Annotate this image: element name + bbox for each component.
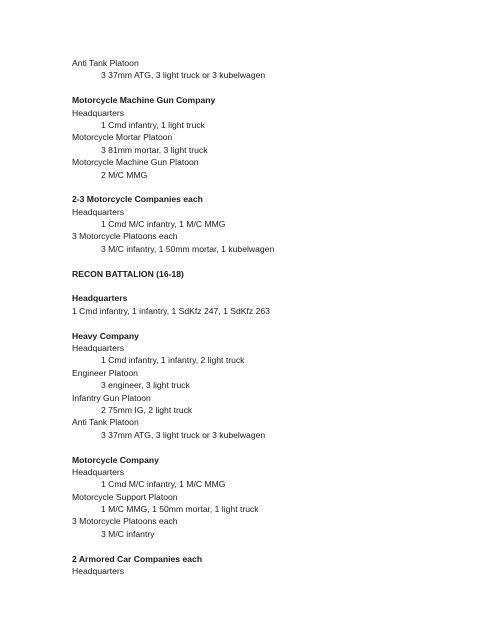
unit-detail-line: 3 M/C infantry, 1 50mm mortar, 1 kubelwagen [101,243,275,254]
unit-detail-line: 3 37mm ATG, 3 light truck or 3 kubelwagen [101,70,266,81]
document-page [72,57,472,577]
text-line: Headquarters [72,107,125,118]
unit-detail-line: 3 37mm ATG, 3 light truck or 3 kubelwagen [101,429,266,440]
text-line: Motorcycle Mortar Platoon [72,132,173,143]
unit-detail-line: 1 M/C MMG, 1 50mm mortar, 1 light truck [101,504,259,515]
text-line: Anti Tank Platoon [72,417,139,428]
unit-detail-line: 1 Cmd infantry, 1 light truck [101,119,205,130]
unit-detail-line: 3 81mm mortar, 3 light truck [101,144,208,155]
text-line: Headquarters [72,466,125,477]
text-line: 3 Motorcycle Platoons each [72,516,178,527]
text-line: Headquarters [72,206,125,217]
blank-line [72,255,472,267]
unit-detail-line: 3 engineer, 3 light truck [101,380,190,391]
section-heading: Headquarters [72,293,128,304]
blank-line [72,441,472,453]
unit-detail-line: 2 M/C MMG [101,169,148,180]
unit-detail-line: 2 75mm IG, 2 light truck [101,404,193,415]
blank-line [72,181,472,193]
unit-detail-line: 3 M/C infantry [101,528,155,539]
blank-line [72,280,472,292]
text-line: Motorcycle Machine Gun Platoon [72,157,199,168]
text-line: Engineer Platoon [72,367,138,378]
section-heading: Motorcycle Company [72,454,159,465]
section-heading: 2 Armored Car Companies each [72,553,203,564]
blank-line [72,317,472,329]
blank-line [72,82,472,94]
section-heading: 2-3 Motorcycle Companies each [72,194,203,205]
unit-detail-line: 1 Cmd M/C infantry, 1 M/C MMG [101,219,226,230]
unit-detail-line: 1 Cmd M/C infantry, 1 M/C MMG [101,479,226,490]
text-line: Anti Tank Platoon [72,58,139,68]
section-heading: Heavy Company [72,330,139,341]
text-line: Headquarters [72,342,125,353]
text-line: 3 Motorcycle Platoons each [72,231,178,242]
text-line: Infantry Gun Platoon [72,392,151,403]
text-line: Motorcycle Support Platoon [72,491,178,502]
text-line: 1 Cmd infantry, 1 infantry, 1 SdKfz 247, 1 SdKfz 263 [72,305,270,316]
section-heading: RECON BATTALION (16-18) [72,268,184,279]
blank-line [72,540,472,552]
section-heading: Motorcycle Machine Gun Company [72,95,216,106]
unit-detail-line: 1 Cmd infantry, 1 infantry, 2 light truck [101,355,245,366]
text-line: Headquarters [72,566,125,577]
